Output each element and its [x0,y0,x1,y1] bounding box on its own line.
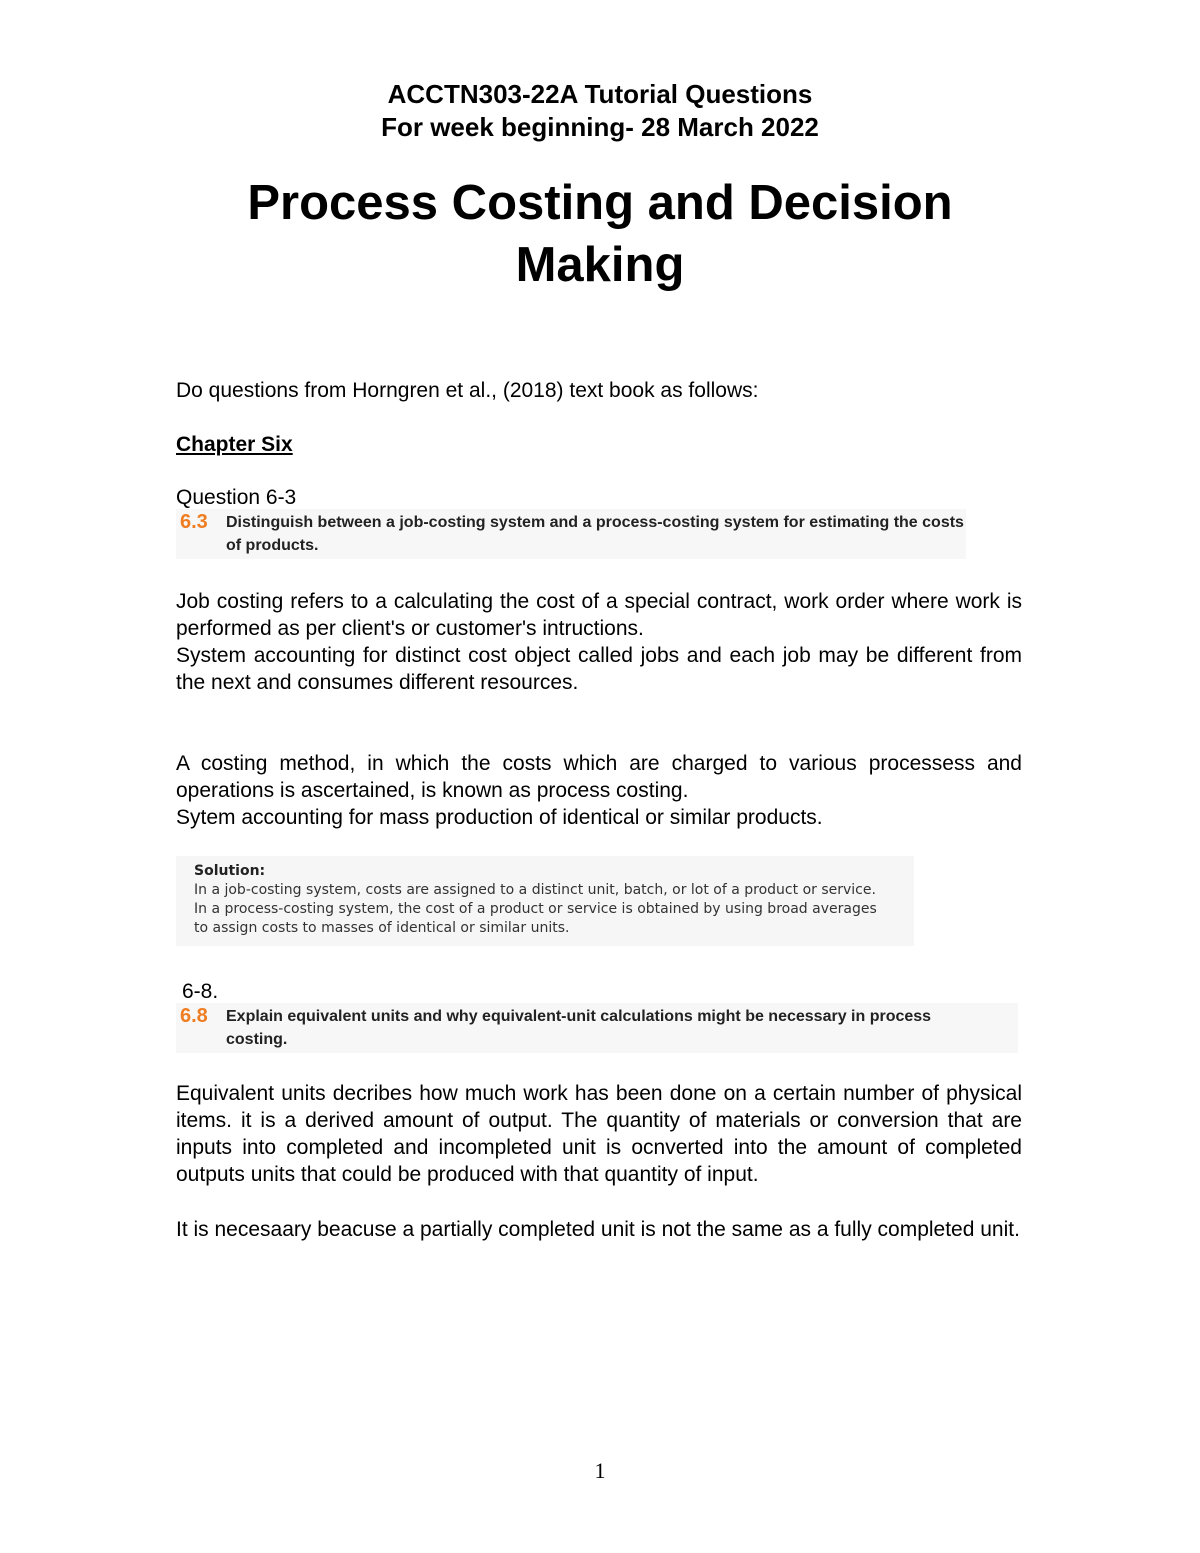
page-number: 1 [594,1458,606,1483]
answer-equivalent-units: Equivalent units decribes how much work has been done on a certain number of physical items. it is a derived amount of output. The quantity of materials or conversion that are inputs into completed and incompleted unit is ocnverted into the amount of completed outputs units that could be produced with that quantity of input. [176,1082,1022,1186]
solution-label: Solution: [194,863,266,879]
question-6-3-label: Question 6-3 [176,486,297,509]
answer-necessity: It is necesaary beacuse a partially completed unit is not the same as a fully completed unit. [176,1218,1020,1241]
snippet-number: 6.3 [180,511,208,533]
snippet-text-line1: Distinguish between a job-costing system and a process-costing system for estimating the costs [226,514,964,531]
snippet-text-line1: Explain equivalent units and why equivalent-unit calculations might be necessary in process [226,1008,932,1025]
question-6-8-label: 6-8. [182,980,219,1003]
question-6-8-snippet [176,1003,1018,1053]
answer-job-costing: Job costing refers to a calculating the cost of a special contract, work order where work is performed as per client's or customer's intructions. [176,590,1022,640]
snippet-number: 6.8 [180,1005,208,1027]
snippet-text-line2: of products. [226,537,319,554]
question-6-3-snippet [176,509,966,559]
week-heading: For week beginning- 28 March 2022 [381,112,819,142]
snippet-text-line2: costing. [226,1031,288,1048]
solution-line2: In a process-costing system, the cost of a product or service is obtained by using broad averages [194,901,877,917]
chapter-heading: Chapter Six [176,433,293,456]
solution-line3: to assign costs to masses of identical or similar units. [194,920,570,936]
page-title-line1: Process Costing and Decision [247,176,953,230]
solution-snippet [176,856,914,946]
answer-process-costing: A costing method, in which the costs which are charged to various processess and operations is ascertained, is known as process costing. [176,752,1022,802]
answer-job-system: System accounting for distinct cost object called jobs and each job may be different from the next and consumes different resources. [176,644,1022,694]
course-heading: ACCTN303-22A Tutorial Questions [387,79,813,109]
intro-text: Do questions from Horngren et al., (2018) text book as follows: [176,379,759,402]
answer-process-system: Sytem accounting for mass production of identical or similar products. [176,806,823,829]
page-title-line2: Making [515,238,685,292]
solution-line1: In a job-costing system, costs are assigned to a distinct unit, batch, or lot of a product or service. [194,882,876,898]
